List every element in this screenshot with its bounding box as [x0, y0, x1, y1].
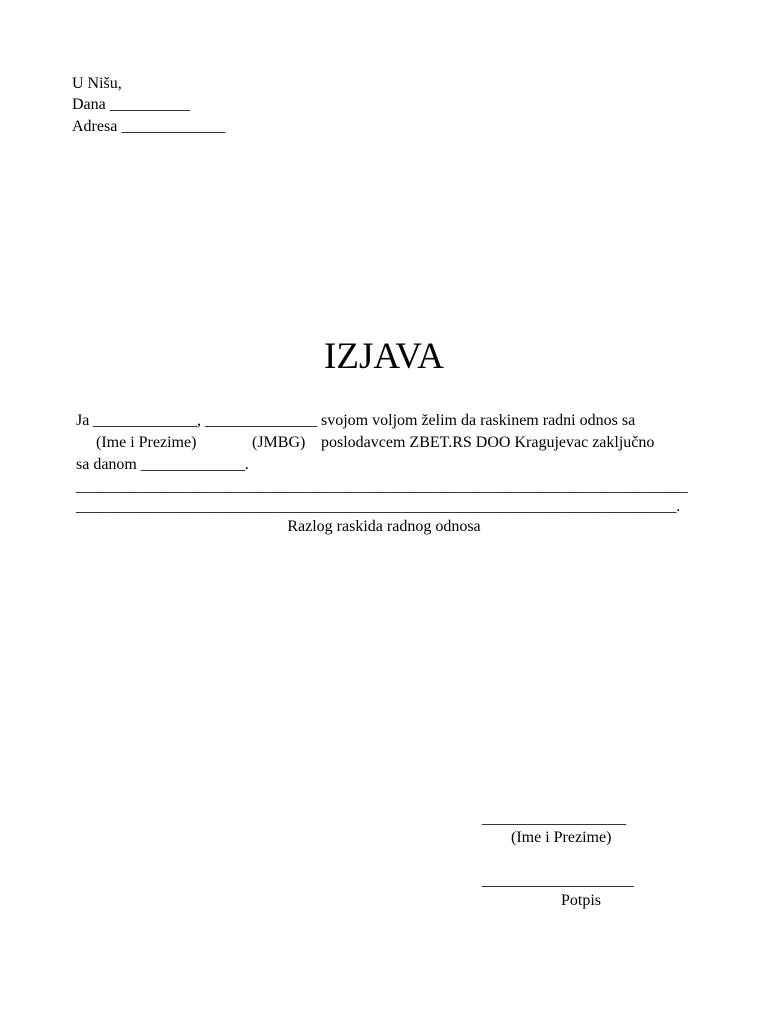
date-of-termination: sa danom _____________. [76, 456, 249, 473]
signature-line: ___________________ [482, 872, 634, 889]
name-caption: (Ime i Prezime) [511, 829, 612, 846]
jmbg-hint: (JMBG) [252, 434, 306, 451]
reason-line-1: ______________________________________________________________________________ [76, 478, 688, 495]
statement-line-1: _____________, ______________ svojom voljom želim da raskinem radni odnos sa [93, 412, 636, 429]
reason-line-2: _____________________________________________________________________________. [76, 498, 681, 515]
city-line: U Nišu, [72, 75, 122, 92]
reason-caption: Razlog raskida radnog odnosa [287, 518, 481, 535]
name-signature-line: __________________ [482, 810, 626, 827]
date-line: Dana __________ [72, 96, 190, 113]
document-title: IZJAVA [324, 336, 444, 377]
name-hint: (Ime i Prezime) [96, 434, 197, 451]
employer-text: poslodavcem ZBET.RS DOO Kragujevac zaključno [321, 434, 655, 451]
signature-caption: Potpis [561, 892, 602, 909]
address-line: Adresa _____________ [72, 118, 226, 135]
statement-line-start: Ja [76, 412, 90, 429]
